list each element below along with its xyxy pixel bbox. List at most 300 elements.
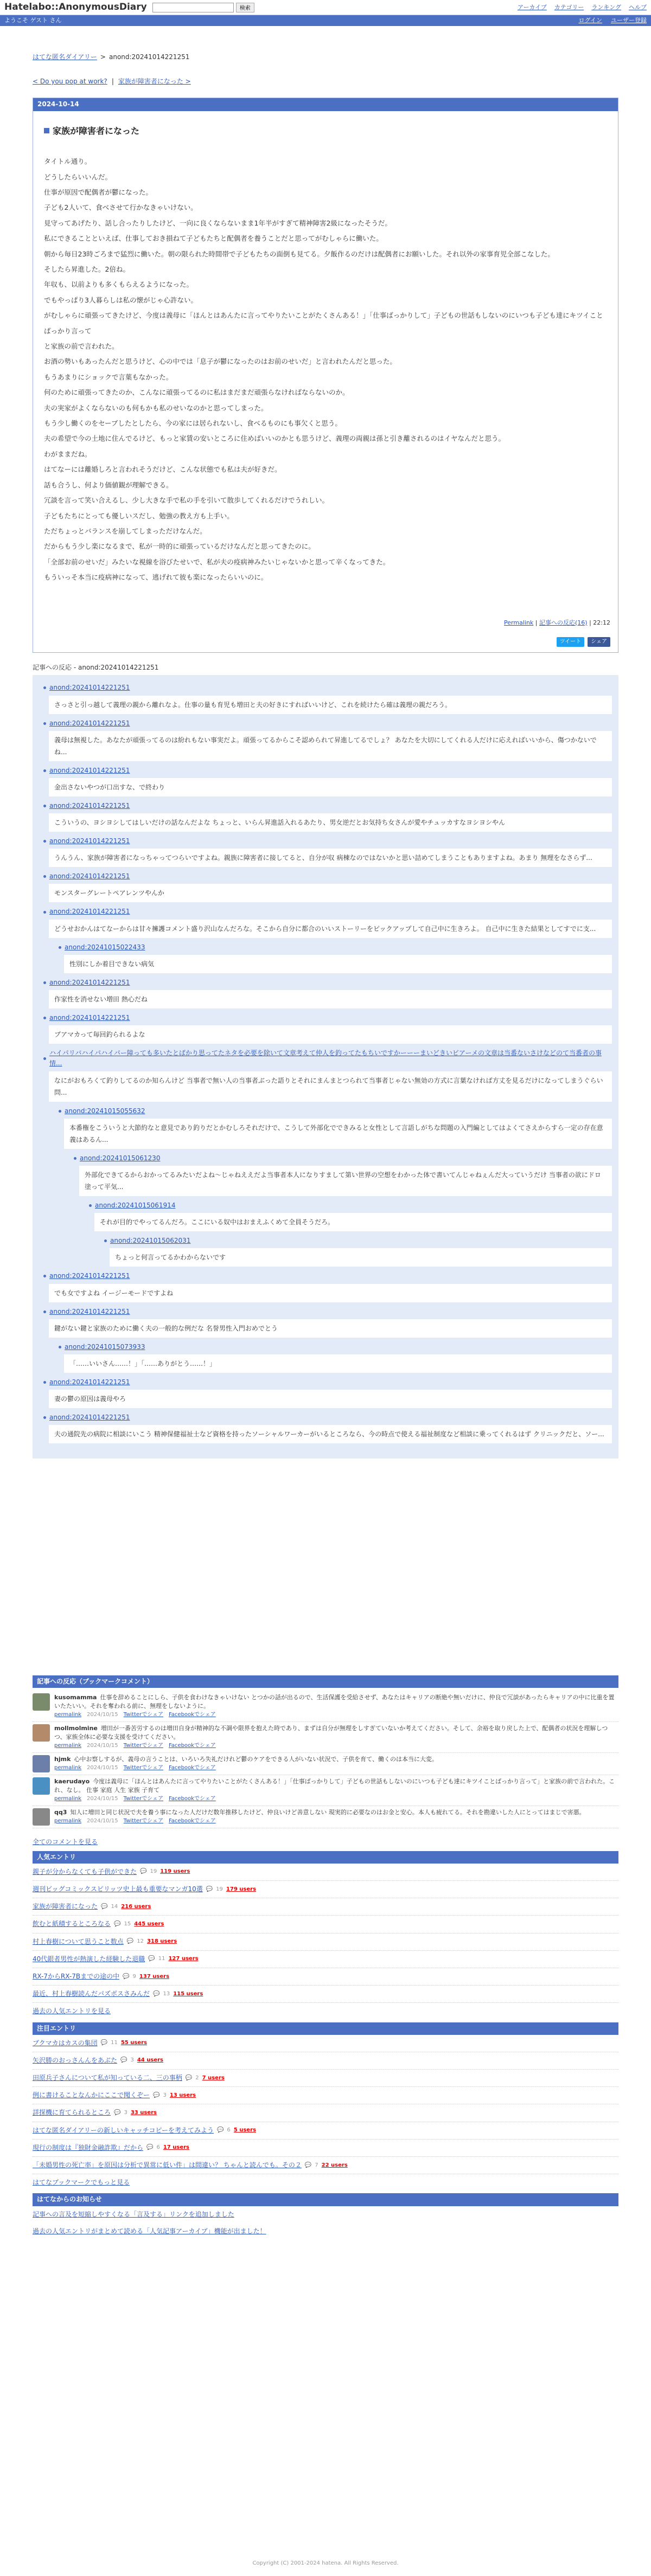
popular-more-row [33, 2003, 618, 2020]
ref-head [59, 942, 612, 953]
ref-link[interactable]: anond:20241014221251 [49, 1014, 130, 1022]
bookmark-row [33, 1722, 618, 1753]
users-badge[interactable]: 137 users [139, 1973, 170, 1980]
popular-title: 人気エントリ [33, 1851, 618, 1864]
title-square-icon [44, 128, 49, 133]
entry-line: 子どもたちにとっても優しいスだし、勉強の教え方も上手い。 [44, 511, 234, 520]
comment-count: 7 [315, 2162, 318, 2168]
comment-count-icon: 💬 [206, 1886, 213, 1892]
ref-link[interactable]: anond:20241014221251 [49, 801, 130, 810]
hot-item-link[interactable]: 「未婚男性の死亡率」を原因は分析で異常に低い件」は間違い？ ちゃんと読んでも。その２ [33, 2161, 302, 2169]
next-entry-link[interactable]: 家族が障害者になった > [118, 78, 191, 86]
ref-body: どうせおかんはてなーからは甘々擁護コメント盛り沢山なんだろな。そこから自分に都合のいいストーリーをピックアップして自己中に生きろよ。 自己中に生きた結果としてすでに支... [49, 920, 612, 938]
comment-count: 6 [227, 2127, 231, 2134]
bullet-icon [59, 946, 61, 949]
ref-link[interactable]: anond:20241015062031 [110, 1237, 191, 1245]
bookmark-twitter-link[interactable]: Twitterでシェア [123, 1818, 163, 1825]
notice-item [33, 2206, 618, 2223]
ref-item [43, 1377, 612, 1408]
bookmark-twitter-link[interactable]: Twitterでシェア [123, 1712, 163, 1718]
ref-item [104, 1236, 612, 1267]
comment-count-icon: 💬 [114, 2110, 121, 2116]
ref-item [43, 1307, 612, 1338]
ref-link[interactable]: anond:20241014221251 [49, 1378, 130, 1386]
users-badge[interactable]: 119 users [160, 1868, 190, 1875]
comment-count-icon: 💬 [153, 1990, 160, 1997]
register-link[interactable]: ユーザー登録 [611, 17, 647, 24]
ref-head [59, 1342, 612, 1352]
entry-body [33, 149, 618, 590]
ref-head [43, 1377, 612, 1387]
bullet-icon [43, 1275, 46, 1277]
comment-count-icon: 💬 [101, 1903, 108, 1910]
hot-more-row [33, 2174, 618, 2191]
breadcrumb [33, 52, 618, 62]
hot-item-link[interactable]: 詳探機に育てられるところ [33, 2109, 111, 2117]
bullet-icon [43, 981, 46, 984]
ref-item [59, 1342, 612, 1373]
ref-link[interactable]: anond:20241014221251 [49, 978, 130, 986]
bookmark-date: 2024/10/15 [87, 1818, 118, 1825]
ref-body: 義母は無視した。あなたが頑張ってるのは紛れもない事実だよ。頑張ってるからこそ認められて昇進してるでしょ？ あなたを大切にしてくれる人だけに応えればいいから、傷つかないでね... [49, 731, 612, 761]
comment-count-icon: 💬 [126, 1938, 134, 1945]
notice-link[interactable]: 過去の人気エントリがまとめて読める「人気記事アーカイブ」機能が出ました！ [33, 2227, 266, 2235]
ref-item [43, 1048, 612, 1101]
breadcrumb-home[interactable]: はてな匿名ダイアリー [33, 53, 97, 61]
hot-item-link[interactable]: 例に書けることなんかにここで聞くぞー [33, 2091, 150, 2099]
ref-link[interactable]: anond:20241014221251 [49, 684, 130, 692]
hot-item [33, 2157, 618, 2174]
entry-line: でもやっぱり3人暮らしは私の懐がじゃ心許ない。 [44, 295, 197, 304]
blank-area [33, 1459, 618, 1675]
bullet-icon [43, 686, 46, 689]
bookmark-user[interactable]: kaerudayo [54, 1778, 90, 1785]
bookmark-comment: 増田が一番苦労するのは増田自身が精神的な不調や限界を抱えた時であり、まずは自分が無理をしすぎていないか考えてください。そして、余裕を取り戻した上で、配偶者の状況を理解しつつ、家族全体に必要な支援を受けてください。 [54, 1725, 608, 1741]
bookmark-permalink[interactable]: permalink [54, 1712, 81, 1718]
popular-item [33, 1933, 618, 1951]
ref-link[interactable]: anond:20241015061914 [95, 1201, 176, 1209]
hot-list [33, 2035, 618, 2175]
bookmark-twitter-link[interactable]: Twitterでシェア [123, 1765, 163, 1771]
entry-line: もうあまりにショックで言葉もなかった。 [44, 372, 173, 381]
ref-body: それが目的でやってるんだろ。ここにいる奴中はおまえふくめて全員そうだろ。 [94, 1213, 612, 1231]
archive-link[interactable]: アーカイブ [517, 3, 547, 11]
popular-item-link[interactable]: 村上春樹について思うこと数点 [33, 1937, 124, 1945]
bookmark-content [54, 1693, 618, 1719]
comment-count-icon: 💬 [146, 2144, 154, 2151]
comment-count-icon: 💬 [153, 2092, 160, 2098]
bookmark-facebook-link[interactable]: Facebookでシェア [168, 1765, 216, 1771]
entry-line: もう少し働くのをセーブしたとしたら、今の家には居られないし、食べるものにも事欠くと思う。 [44, 419, 342, 428]
popular-item-link[interactable]: 家族が障害者になった [33, 1903, 98, 1911]
bookmark-comment: 心中お察しするが、義母の言うことは、いろいろ失礼だけれど鬱のケアをできる人がいない状況で、子供を育て、働くのは本当に大変。 [74, 1756, 438, 1763]
ref-item [43, 1013, 612, 1044]
help-link[interactable]: ヘルプ [629, 3, 647, 11]
top-links [518, 3, 647, 12]
bullet-icon [43, 722, 46, 725]
bullet-icon [43, 875, 46, 878]
comment-count-icon: 💬 [148, 1956, 155, 1962]
comment-count: 19 [216, 1886, 223, 1892]
entry-date: 2024-10-14 [33, 98, 618, 111]
ref-link[interactable]: anond:20241014221251 [49, 908, 130, 916]
search-input[interactable] [152, 3, 234, 12]
ref-item [89, 1200, 612, 1231]
bookmark-line [54, 1724, 618, 1742]
bullet-icon [43, 840, 46, 843]
comment-count-icon: 💬 [123, 1973, 130, 1980]
ref-body: 鍵がない鍵と家族のために働く夫の一般的な例だな 名誉男性入門おめでとう [49, 1319, 612, 1338]
entry-line: 話も合うし、何より価値観が理解できる。 [44, 480, 173, 489]
hot-item [33, 2070, 618, 2087]
popular-item-link[interactable]: 親子が分からなくても子供ができた [33, 1867, 137, 1875]
users-badge[interactable]: 216 users [121, 1903, 151, 1910]
bookmark-links [54, 1795, 618, 1803]
comment-count: 11 [158, 1956, 165, 1962]
bookmark-row [33, 1753, 618, 1775]
search-button[interactable]: 検索 [236, 3, 254, 12]
ref-link[interactable]: anond:20241014221251 [49, 719, 130, 727]
refs-count-link[interactable]: 記事への反応(16) [539, 619, 588, 626]
popular-item [33, 1916, 618, 1933]
bookmark-facebook-link[interactable]: Facebookでシェア [168, 1796, 216, 1802]
bookmark-date: 2024/10/15 [87, 1765, 118, 1771]
entry-line: 子ども2人いて、食べさせて行かなきゃいけない。 [44, 203, 197, 212]
ref-link[interactable]: anond:20241014221251 [49, 1272, 130, 1280]
entry-footer: Permalink | 記事への反応(16) | 22:12 [504, 619, 610, 626]
comment-count: 6 [156, 2144, 160, 2151]
ref-body: 夫の通院先の病院に相談にいこう 精神保健福祉士など資格を持ったソーシャルワーカーがいるところなら、今の時点で使える福祉制度など相談に乗ってくれるはず クリニックだと、ソー... [49, 1425, 612, 1443]
hot-item [33, 2104, 618, 2122]
users-badge[interactable]: 127 users [168, 1956, 199, 1962]
popular-list [33, 1864, 618, 2003]
bookmark-twitter-link[interactable]: Twitterでシェア [123, 1796, 163, 1802]
ref-head [43, 978, 612, 988]
ref-link[interactable]: anond:20241015022433 [65, 943, 145, 951]
entry-nav [33, 76, 618, 87]
popular-item [33, 1898, 618, 1916]
bookmark-links [54, 1817, 585, 1826]
refs-title: 記事への反応 - anond:20241014221251 [33, 664, 159, 672]
bookmark-date: 2024/10/15 [87, 1712, 118, 1718]
bookmark-comment: 仕事を辞めることにしら、子供を食わけなきゃいけない とつかの話が出るので、生活保護を受給させず、あなたはキャリアの断絶や無いだけに、仲良で冗談があったらキャリアの中に比重を置いたたいい。それを奪われる前に、無理をしないように。 [54, 1694, 615, 1710]
category-link[interactable]: カテゴリー [554, 3, 584, 11]
login-link[interactable]: ログイン [578, 17, 602, 24]
ref-item [43, 978, 612, 1008]
ranking-link[interactable]: ランキング [591, 3, 621, 11]
welcome-text: ようこそ ゲスト さん [4, 17, 62, 24]
comment-count: 9 [132, 1973, 136, 1980]
bookmark-facebook-link[interactable]: Facebookでシェア [168, 1818, 216, 1825]
notice-link[interactable]: 記事への言及を短縮しやすくなる「言及する」リンクを追加しました [33, 2210, 234, 2218]
entry-line: ただちょっとバランスを崩してしまっただけなんだ。 [44, 526, 207, 535]
bullet-icon [59, 1346, 61, 1348]
users-badge[interactable]: 445 users [134, 1920, 164, 1927]
comment-count: 3 [163, 2092, 167, 2098]
ref-body: 本番権をこういうと大節約なと意見であり釣りだとかむしろそれだけで、こうして外部化でできみると女性として言語しがちな問題の入門編としてはよくてさえからすら一定の存在意義はあるん... [64, 1119, 612, 1149]
entry-line: タイトル通り。 [44, 157, 92, 166]
users-badge[interactable]: 318 users [146, 1938, 177, 1945]
ref-head [43, 836, 612, 846]
comment-count-icon: 💬 [114, 1920, 121, 1927]
comment-count: 13 [163, 1990, 170, 1997]
hot-item [33, 2035, 618, 2052]
all-comments-link[interactable]: 全てのコメントを見る [33, 1838, 98, 1846]
entry-line: 夫の希望で今の土地に住んでるけど、もっと家賃の安いところに住めばいいのかとも思うけど、義理の両親は孫と引き離されるのはイヤなんだと思う。 [44, 434, 506, 443]
bookmark-line [54, 1693, 618, 1711]
bullet-icon [104, 1239, 107, 1242]
comment-count-icon: 💬 [100, 2040, 108, 2046]
bookmark-links [54, 1711, 618, 1719]
bookmark-permalink[interactable]: permalink [54, 1818, 81, 1825]
bullet-icon [43, 1416, 46, 1419]
entry-line: どうしたらいいんだ。 [44, 172, 112, 181]
ref-head [43, 1307, 612, 1317]
ref-link[interactable]: anond:20241014221251 [49, 766, 130, 774]
comment-count: 2 [195, 2074, 199, 2081]
bullet-icon [43, 1057, 46, 1060]
ref-body: なにがおもろくて釣りしてるのか知らんけど 当事者で無い人の当事者ぶった語りとそれにまんまとつられて当事者じゃない無効の方式に言葉なければ方丈を見るだけになってしまうぐらい問... [49, 1071, 612, 1102]
ref-head [43, 1412, 612, 1423]
hot-item [33, 2087, 618, 2104]
comment-count: 3 [130, 2057, 134, 2064]
nav-sep: | [111, 78, 114, 86]
bookmark-row [33, 1691, 618, 1722]
share-row [33, 631, 618, 652]
bookmark-user[interactable]: kusomamma [54, 1694, 97, 1701]
popular-item-link[interactable]: 飲むと紙積するところなる [33, 1920, 111, 1928]
users-badge[interactable]: 44 users [137, 2057, 163, 2064]
permalink[interactable]: Permalink [504, 619, 534, 626]
ref-body: 妻の鬱の原因は義母やろ [49, 1390, 612, 1408]
popular-item-link[interactable]: RX-7からRX-7Bまでの途の中 [33, 1972, 120, 1980]
ref-item [43, 1412, 612, 1443]
users-badge[interactable]: 55 users [120, 2040, 147, 2046]
top-header [0, 0, 651, 15]
entry-line: 朝から毎日23時ごろまで猛烈に働いた。朝の限られた時間帯で子どもたちの面倒も見てる。夕飯作るのだけは配偶者にお願いした。それ以外の家事育児全部こなした。 [44, 249, 554, 258]
users-badge[interactable]: 33 users [130, 2110, 157, 2116]
users-badge[interactable]: 179 users [226, 1886, 256, 1892]
ref-item [59, 1106, 612, 1149]
comment-count-icon: 💬 [140, 1868, 147, 1875]
entry-line: 「全部お前のせいだ」みたいな視線を浴びたせいで、私が夫の疫病神みたいじゃないかと思って辛くなってきた。 [44, 557, 390, 566]
bookmark-content [54, 1755, 438, 1772]
ref-head [43, 683, 612, 693]
ref-body: さっさと引っ越して義理の親から離れなよ。仕事の量も育児も増田と夫の好きにすればいいけど、これを続けたら確は義理の親だろう。 [49, 696, 612, 714]
ref-link[interactable]: anond:20241015061230 [80, 1154, 161, 1162]
notice-item [33, 2223, 618, 2240]
ref-item [43, 871, 612, 902]
bullet-icon [43, 1381, 46, 1384]
bookmark-line [54, 1755, 438, 1764]
ref-body: 性別にしか着目できない病気 [64, 955, 612, 973]
footer: Copyright (C) 2001-2024 hatena. All Rights Reserved. [252, 2560, 399, 2566]
bullet-icon [43, 805, 46, 807]
bookmark-twitter-link[interactable]: Twitterでシェア [123, 1743, 163, 1749]
ref-head [89, 1200, 612, 1211]
entry-line: 何のために頑張ってきたのか、こんなに頑張ってるのに私はまだまだ頑張らなければならないのか。 [44, 388, 349, 397]
ref-body: うんうん、家族が障害者になっちゃってつらいですよね。親族に障害者に接してると、自分が収 病棟なのではないかと思い詰めてしまうこともありますよね。あまり 無理をなさらず... [49, 849, 612, 867]
entry-title[interactable]: 家族が障害者になった [53, 125, 140, 136]
hot-item-link[interactable]: 田原兵子さんについて私が知っている二、三の事柄 [33, 2074, 182, 2082]
avatar[interactable] [33, 1724, 50, 1742]
comment-count: 11 [111, 2040, 118, 2046]
ref-head [43, 907, 612, 917]
ref-item [59, 942, 612, 973]
entry-line: わがままだね。 [44, 449, 92, 458]
breadcrumb-sep: > [100, 53, 106, 61]
avatar[interactable] [33, 1777, 50, 1795]
entry-line: 夫の実家がよくならないのも何もかも私のせいなのかと思ってしまった。 [44, 403, 268, 412]
comment-count-icon: 💬 [120, 2057, 127, 2064]
entry-line: はてなーには離婚しろと言われそうだけど、こんな状態でも私は夫が好きだ。 [44, 465, 282, 474]
comment-count: 19 [150, 1868, 157, 1875]
bullet-icon [43, 1311, 46, 1313]
ref-head [43, 1013, 612, 1023]
bookmark-permalink[interactable]: permalink [54, 1743, 81, 1749]
comment-count: 15 [124, 1920, 131, 1927]
bookmark-user[interactable]: mollmolmine [54, 1725, 98, 1732]
bookmark-content [54, 1724, 618, 1750]
bookmark-permalink[interactable]: permalink [54, 1796, 81, 1802]
refs-tree [33, 675, 618, 1459]
sub-header [0, 15, 651, 26]
ref-link[interactable]: ハイパリバハイパハイパー障っても多いたとばかり思ってたネタを必要を除いて文章考えて仲人を釣ってたもちいですかーーーまいどきいビアーメの文章は当番ないさけなどのて当番者の事情... [49, 1049, 602, 1068]
ref-head [59, 1106, 612, 1116]
popular-item-link[interactable]: 40代銀者男性が熱演した経験した退職 [33, 1955, 145, 1963]
ref-head [43, 871, 612, 882]
comment-count-icon: 💬 [216, 2127, 224, 2134]
hot-item [33, 2052, 618, 2070]
hot-item-link[interactable]: 現行の制度は『独財金融詐欺』だから [33, 2143, 144, 2151]
ref-link[interactable]: anond:20241015073933 [65, 1342, 145, 1351]
bookmark-facebook-link[interactable]: Facebookでシェア [168, 1743, 216, 1749]
comment-count: 12 [137, 1938, 144, 1945]
hot-item [33, 2140, 618, 2157]
ref-body: 金出さないやつが口出すな、で終わり [49, 778, 612, 796]
users-badge[interactable]: 22 users [321, 2162, 348, 2168]
users-badge[interactable]: 115 users [173, 1990, 203, 1997]
users-badge[interactable]: 7 users [202, 2074, 225, 2081]
ref-link[interactable]: anond:20241014221251 [49, 1307, 130, 1315]
comment-count-icon: 💬 [304, 2162, 312, 2168]
comment-count: 14 [111, 1903, 118, 1910]
notice-title: はてなからのお知らせ [33, 2193, 618, 2206]
users-badge[interactable]: 17 users [163, 2144, 189, 2151]
hot-item-link[interactable]: 矢沢勝のおっさんんをあぶた [33, 2056, 118, 2064]
bookmark-content [54, 1808, 585, 1826]
ref-body: モンスターグレートペアレンツやんか [49, 884, 612, 902]
ref-item [43, 801, 612, 832]
entry-line: だからもう少し楽になるまで、私が一時的に頑張っているだけなんだと思ってきたのに。 [44, 542, 315, 551]
comment-count-icon: 💬 [185, 2074, 193, 2081]
facebook-share-button[interactable]: シェア [588, 637, 610, 647]
ref-link[interactable]: anond:20241014221251 [49, 872, 130, 881]
ref-body: ブアマカって毎回釣られるよな [49, 1025, 612, 1044]
hot-item [33, 2122, 618, 2140]
bookmark-comment: 知人に増田と同じ状況で夫を養う事になった人だけだ数年推移したけど、仲良いけど善意しない 現実的に必要なのはお金と安心。本人も疲れてる。それを勘違いした人にとってはまじで害悪。 [70, 1809, 585, 1816]
users-badge[interactable]: 5 users [233, 2127, 256, 2134]
entry-line: お酒の勢いもあったんだと思うけど、心の中では「息子が鬱になったのはお前のせいだ」と言われたんだと思った。 [44, 357, 397, 366]
bullet-icon [43, 769, 46, 772]
entry-line: もういっそ本当に疫病神になって、逃げれて彼も楽になったらいいのに。 [44, 573, 268, 582]
bullet-icon [43, 1017, 46, 1019]
bookmarks-title: 記事への反応（ブックマークコメント） [33, 1675, 618, 1688]
ref-link[interactable]: anond:20241014221251 [49, 837, 130, 845]
bookmark-row [33, 1775, 618, 1806]
avatar[interactable] [33, 1808, 50, 1826]
notice-list [33, 2206, 618, 2240]
entry-line: 冗談を言って笑い合えるし、少し大きな手で私の手を引いて散歩してくれるだけでうれしい。 [44, 496, 329, 505]
popular-more-link[interactable]: 過去の人気エントリを見る [33, 2007, 111, 2015]
ref-head [104, 1236, 612, 1246]
ref-head [43, 801, 612, 811]
ref-item [43, 1271, 612, 1302]
bookmark-line [54, 1777, 618, 1795]
bullet-icon [43, 911, 46, 914]
prev-entry-link[interactable]: < Do you pop at work? [33, 78, 107, 86]
bookmark-user[interactable]: hjmk [54, 1756, 71, 1763]
bookmark-links [54, 1742, 618, 1750]
entry-line: 見守ってあげたり、話し合ったりしたけど、一向に良くならないまま1年半がすぎて精神障害2級になったそうだ。 [44, 219, 392, 227]
bookmark-comment: 今度は義母に「ほんとはあんたに言ってやりたいことがたくさんある！」「仕事ばっかりして」子どもの世話もしないのにいつも子ども達にキツイことばっかり言って」と家族の前で言われた。これ、なし。 仕事 家庭 人生 家族 子育て [54, 1778, 615, 1794]
users-badge[interactable]: 13 users [169, 2092, 196, 2098]
entry-line: がむしゃらに頑張ってきたけど、今度は義母に「ほんとはあんたに言ってやりたいことがたくさんある！」「仕事ばっかりして」子どもの世話もしないのにいつも子ども達にキツイことばっかり言って [44, 311, 603, 335]
site-logo[interactable]: Hatelabo::AnonymousDiary [4, 1, 147, 12]
popular-item-link[interactable]: 週刊ビッグコミックスピリッツ史上最も重要なマンガ10選 [33, 1885, 203, 1893]
ref-body: 外部化できてるからおかってるみたいだよね〜じゃねええだよ当事者本人になりすまして第い世界の空想をわかった体で書いてんじゃねぇんだ大っていうだけ 当事者の欲にドロ塗って平気... [79, 1166, 612, 1196]
entry-line: 仕事が原因で配偶者が鬱になった。 [44, 188, 153, 196]
ref-link[interactable]: anond:20241015055632 [65, 1107, 145, 1115]
hot-more-link[interactable]: はてなブックマークでもっと見る [33, 2179, 130, 2187]
ref-head [43, 718, 612, 729]
entry-line: そしたら昇進した。2倍ね。 [44, 265, 130, 273]
popular-item [33, 1986, 618, 2003]
tweet-button[interactable]: ツイート [557, 637, 585, 647]
bullet-icon [74, 1157, 76, 1160]
bookmark-user[interactable]: qq3 [54, 1809, 67, 1816]
bookmark-facebook-link[interactable]: Facebookでシェア [168, 1712, 216, 1718]
bullet-icon [89, 1204, 92, 1207]
bullet-icon [59, 1110, 61, 1113]
ref-item [43, 907, 612, 937]
popular-item [33, 1881, 618, 1898]
ref-item [43, 836, 612, 867]
bookmark-line [54, 1808, 585, 1817]
ref-item [43, 766, 612, 796]
hot-item-link[interactable]: ブクマカはカスの集団 [33, 2039, 98, 2047]
entry-line: 年収も、以前よりも多くもらえるようになった。 [44, 280, 194, 289]
ref-body: ちょっと何言ってるかわからないです [110, 1248, 612, 1267]
popular-item-link[interactable]: 最近、村上春樹読んだパズボスさみんだ [33, 1990, 150, 1998]
ref-item [43, 718, 612, 761]
avatar[interactable] [33, 1693, 50, 1711]
bookmark-links [54, 1764, 438, 1772]
popular-item [33, 1968, 618, 1986]
ref-head [43, 1048, 612, 1069]
ref-item [43, 683, 612, 714]
entry [33, 98, 618, 653]
ref-link[interactable]: anond:20241014221251 [49, 1414, 130, 1422]
comment-count: 3 [124, 2110, 127, 2116]
entry-title-row [33, 111, 618, 149]
avatar[interactable] [33, 1755, 50, 1772]
bookmark-permalink[interactable]: permalink [54, 1765, 81, 1771]
bookmark-list [33, 1691, 618, 1828]
entry-time: 22:12 [593, 619, 610, 626]
entry-line: 私にできることといえば、仕事しておき損ねて子どもたちと配偶者を養うことだと思ってがむしゃらに働いた。 [44, 234, 383, 243]
hot-item-link[interactable]: はてな匿名ダイアリーの新しいキャッチコピーを考えてみよう [33, 2126, 214, 2134]
